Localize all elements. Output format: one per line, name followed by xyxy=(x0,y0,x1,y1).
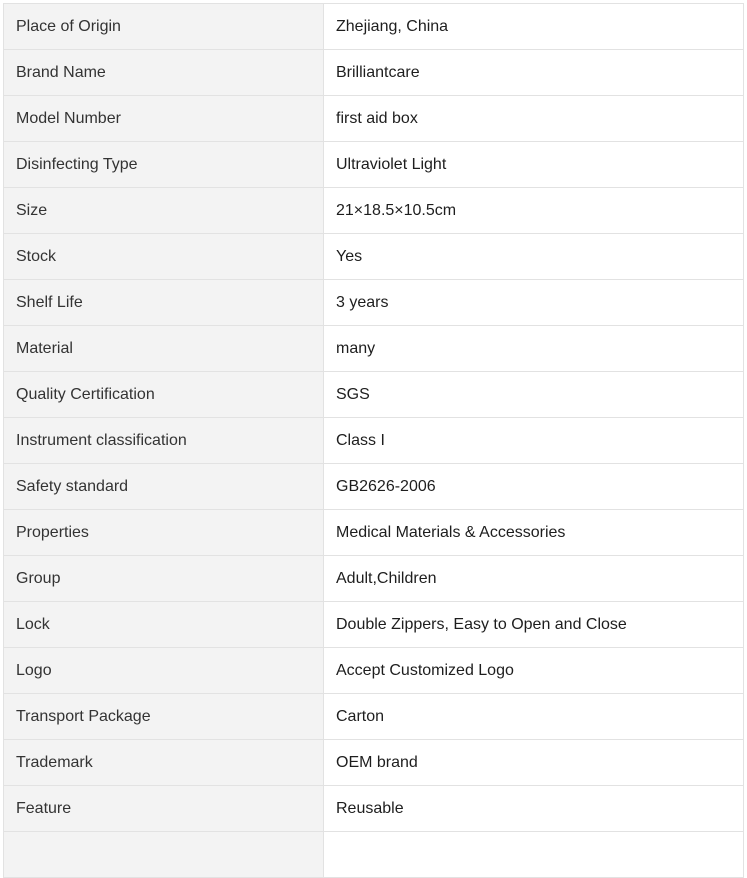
table-row xyxy=(4,694,744,740)
spec-key: Lock xyxy=(4,602,324,648)
table-row xyxy=(4,418,744,464)
spec-key: Size xyxy=(4,188,324,234)
table-row xyxy=(4,280,744,326)
table-row xyxy=(4,234,744,280)
spec-value: many xyxy=(324,326,744,372)
spec-key: Instrument classification xyxy=(4,418,324,464)
spec-value: Class I xyxy=(324,418,744,464)
spec-key: Shelf Life xyxy=(4,280,324,326)
table-row xyxy=(4,188,744,234)
spec-value: Zhejiang, China xyxy=(324,4,744,50)
spec-value: Yes xyxy=(324,234,744,280)
spec-value: Reusable xyxy=(324,786,744,832)
spec-value: 21×18.5×10.5cm xyxy=(324,188,744,234)
spec-value: Double Zippers, Easy to Open and Close xyxy=(324,602,744,648)
spec-value: 3 years xyxy=(324,280,744,326)
spec-value: Ultraviolet Light xyxy=(324,142,744,188)
spec-key: Logo xyxy=(4,648,324,694)
table-row xyxy=(4,50,744,96)
spec-key: Safety standard xyxy=(4,464,324,510)
table-row xyxy=(4,96,744,142)
spec-key: Properties xyxy=(4,510,324,556)
product-spec-table xyxy=(3,3,744,878)
spec-key: Feature xyxy=(4,786,324,832)
table-row xyxy=(4,510,744,556)
spec-key: Quality Certification xyxy=(4,372,324,418)
spec-value: Accept Customized Logo xyxy=(324,648,744,694)
spec-value: Brilliantcare xyxy=(324,50,744,96)
spec-value: Adult,Children xyxy=(324,556,744,602)
spec-key: Stock xyxy=(4,234,324,280)
spec-table-body xyxy=(4,4,744,878)
spec-key: Brand Name xyxy=(4,50,324,96)
table-row xyxy=(4,4,744,50)
spec-key: Model Number xyxy=(4,96,324,142)
spec-value: Medical Materials & Accessories xyxy=(324,510,744,556)
table-row xyxy=(4,464,744,510)
spec-key: Place of Origin xyxy=(4,4,324,50)
spec-value: GB2626-2006 xyxy=(324,464,744,510)
spec-key: Transport Package xyxy=(4,694,324,740)
spec-value: Carton xyxy=(324,694,744,740)
table-row xyxy=(4,142,744,188)
table-row xyxy=(4,326,744,372)
spec-value: OEM brand xyxy=(324,740,744,786)
spec-key: Disinfecting Type xyxy=(4,142,324,188)
table-row xyxy=(4,786,744,832)
spec-key: Group xyxy=(4,556,324,602)
table-row xyxy=(4,602,744,648)
table-row xyxy=(4,740,744,786)
spec-value: SGS xyxy=(324,372,744,418)
spec-key: Material xyxy=(4,326,324,372)
spec-key: Trademark xyxy=(4,740,324,786)
table-row xyxy=(4,556,744,602)
table-row xyxy=(4,648,744,694)
spec-value: first aid box xyxy=(324,96,744,142)
table-row xyxy=(4,372,744,418)
